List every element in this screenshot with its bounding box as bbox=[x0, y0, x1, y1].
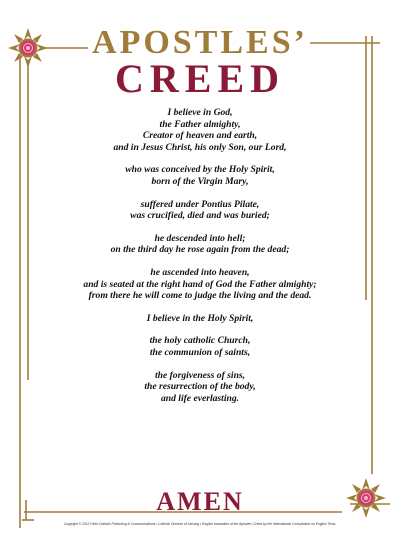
creed-line: he descended into hell; bbox=[154, 232, 246, 244]
creed-line: and is seated at the right hand of God the Father almighty; bbox=[83, 278, 317, 290]
creed-line: the forgiveness of sins, bbox=[154, 369, 246, 381]
creed-line: he ascended into heaven, bbox=[150, 266, 250, 278]
creed-line: suffered under Pontius Pilate, bbox=[140, 198, 260, 210]
amen-heading: AMEN bbox=[156, 487, 244, 516]
creed-stanza bbox=[30, 313, 370, 325]
creed-stanza bbox=[30, 199, 370, 222]
creed-stanza bbox=[30, 335, 370, 358]
creed-line: the Father almighty, bbox=[159, 118, 241, 130]
creed-text bbox=[30, 107, 370, 415]
creed-stanza bbox=[30, 370, 370, 405]
creed-stanza bbox=[30, 107, 370, 153]
creed-line: born of the Virgin Mary, bbox=[151, 175, 249, 187]
creed-line: the holy catholic Church, bbox=[149, 335, 251, 347]
creed-line: the communion of saints, bbox=[149, 346, 251, 358]
creed-stanza bbox=[30, 164, 370, 187]
creed-line: the resurrection of the body, bbox=[144, 381, 256, 393]
creed-line: who was conceived by the Holy Spirit, bbox=[125, 164, 275, 176]
creed-line: from there he will come to judge the living and the dead. bbox=[88, 290, 312, 302]
copyright-notice: Copyright © 2012 Faith Catholic Publishing & Communications • Catholic Diocese of Lansing • English translation of the Apostles’ Creed by the International Consultation on English Texts. bbox=[63, 522, 337, 526]
creed-line: Creator of heaven and earth, bbox=[142, 130, 258, 142]
title-line-2: CREED bbox=[114, 56, 286, 101]
creed-line: on the third day he rose again from the dead; bbox=[110, 244, 290, 256]
creed-line: and life everlasting. bbox=[160, 392, 240, 404]
creed-line: and in Jesus Christ, his only Son, our Lord, bbox=[113, 141, 287, 153]
creed-line: I believe in the Holy Spirit, bbox=[146, 312, 254, 324]
title-line-1: APOSTLES’ bbox=[92, 24, 308, 61]
creed-line: I believe in God, bbox=[167, 107, 233, 118]
creed-line: was crucified, died and was buried; bbox=[130, 210, 270, 222]
creed-stanza bbox=[30, 267, 370, 302]
creed-stanza bbox=[30, 233, 370, 256]
